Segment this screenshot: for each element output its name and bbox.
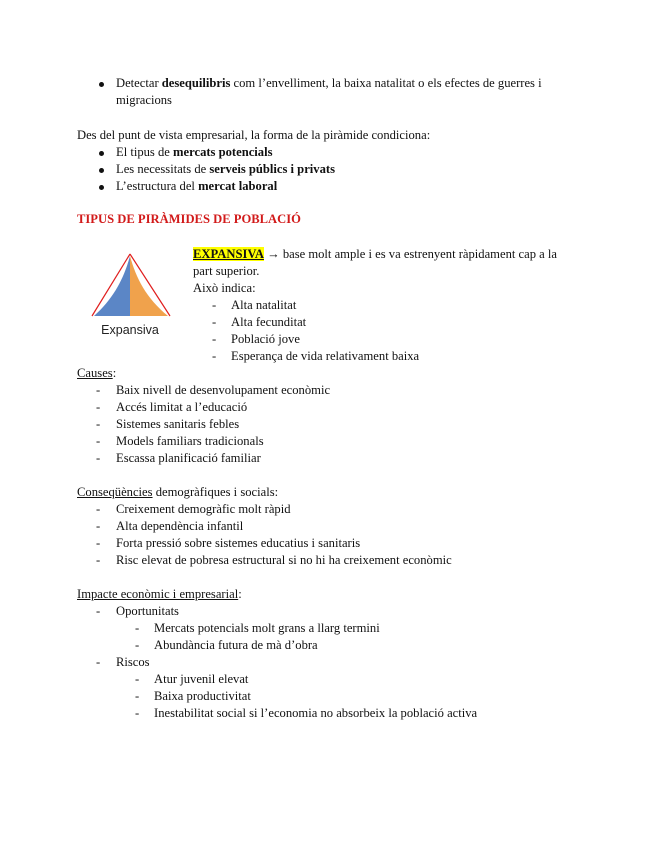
opportunity-item: Mercats potencials molt grans a llarg termini <box>154 621 380 635</box>
risk-item: Inestabilitat social si l’economia no absorbeix la població activa <box>154 706 478 720</box>
indicator-item: Alta fecunditat <box>231 315 307 329</box>
dash: - <box>96 502 101 516</box>
bullet-dot <box>99 185 104 190</box>
risk-item: Baixa productivitat <box>154 689 251 703</box>
consequence-item: Risc elevat de pobresa estructural si no hi ha creixement econòmic <box>116 553 452 567</box>
causes-heading: Causes: <box>77 366 117 380</box>
expansiva-indica: Això indica: <box>193 281 256 295</box>
dash: - <box>96 604 101 618</box>
pyramid-caption: Expansiva <box>101 323 159 337</box>
consequence-item: Alta dependència infantil <box>116 519 244 533</box>
cause-item: Sistemes sanitaris febles <box>116 417 240 431</box>
dash: - <box>96 536 101 550</box>
dash: - <box>96 519 101 533</box>
risks-label: Riscos <box>116 655 150 669</box>
consequences-heading: Conseqüències demogràfiques i socials: <box>77 485 279 499</box>
dash: - <box>96 434 101 448</box>
impact-heading: Impacte econòmic i empresarial: <box>77 587 242 601</box>
dash: - <box>135 706 140 720</box>
section-title: TIPUS DE PIRÀMIDES DE POBLACIÓ <box>77 212 301 226</box>
cause-item: Baix nivell de desenvolupament econòmic <box>116 383 331 397</box>
cause-item: Escassa planificació familiar <box>116 451 261 465</box>
dash: - <box>212 332 217 346</box>
indicator-item: Població jove <box>231 332 300 346</box>
dash: - <box>135 638 140 652</box>
consequence-item: Creixement demogràfic molt ràpid <box>116 502 291 516</box>
pyramid-graphic <box>84 248 179 343</box>
risk-item: Atur juvenil elevat <box>154 672 249 686</box>
dash: - <box>96 451 101 465</box>
dash: - <box>96 553 101 567</box>
expansiva-keyword: EXPANSIVA <box>193 247 264 261</box>
expansiva-pyramid-image <box>84 248 179 343</box>
opportunity-item: Abundància futura de mà d’obra <box>154 638 318 652</box>
dash: - <box>96 400 101 414</box>
bullet-dot <box>99 168 104 173</box>
cause-item: Models familiars tradicionals <box>116 434 264 448</box>
dash: - <box>212 315 217 329</box>
condition-item: El tipus de mercats potencials <box>116 145 273 159</box>
bullet-dot <box>99 82 104 87</box>
intro-paragraph: Des del punt de vista empresarial, la forma de la piràmide condiciona: <box>77 128 431 142</box>
dash: - <box>135 689 140 703</box>
pyramid-female-side <box>130 256 168 316</box>
dash: - <box>135 672 140 686</box>
expansiva-description-line2: part superior. <box>193 264 260 278</box>
bullet-text-desequilibris: Detectar desequilibris com l’envelliment, la baixa natalitat o els efectes de guerres i <box>116 76 542 90</box>
dash: - <box>212 349 217 363</box>
consequence-item: Forta pressió sobre sistemes educatius i sanitaris <box>116 536 361 550</box>
bullet-text-line2: migracions <box>116 93 172 107</box>
bullet-dot <box>99 151 104 156</box>
condition-item: Les necessitats de serveis públics i privats <box>116 162 335 176</box>
cause-item: Accés limitat a l’educació <box>116 400 248 414</box>
opportunities-label: Oportunitats <box>116 604 179 618</box>
indicator-item: Alta natalitat <box>231 298 297 312</box>
dash: - <box>212 298 217 312</box>
condition-item: L’estructura del mercat laboral <box>116 179 278 193</box>
pyramid-male-side <box>94 256 130 316</box>
dash: - <box>96 655 101 669</box>
indicator-item: Esperança de vida relativament baixa <box>231 349 420 363</box>
expansiva-description: EXPANSIVA → base molt ample i es va estrenyent ràpidament cap a la <box>193 247 557 261</box>
dash: - <box>96 417 101 431</box>
dash: - <box>135 621 140 635</box>
dash: - <box>96 383 101 397</box>
